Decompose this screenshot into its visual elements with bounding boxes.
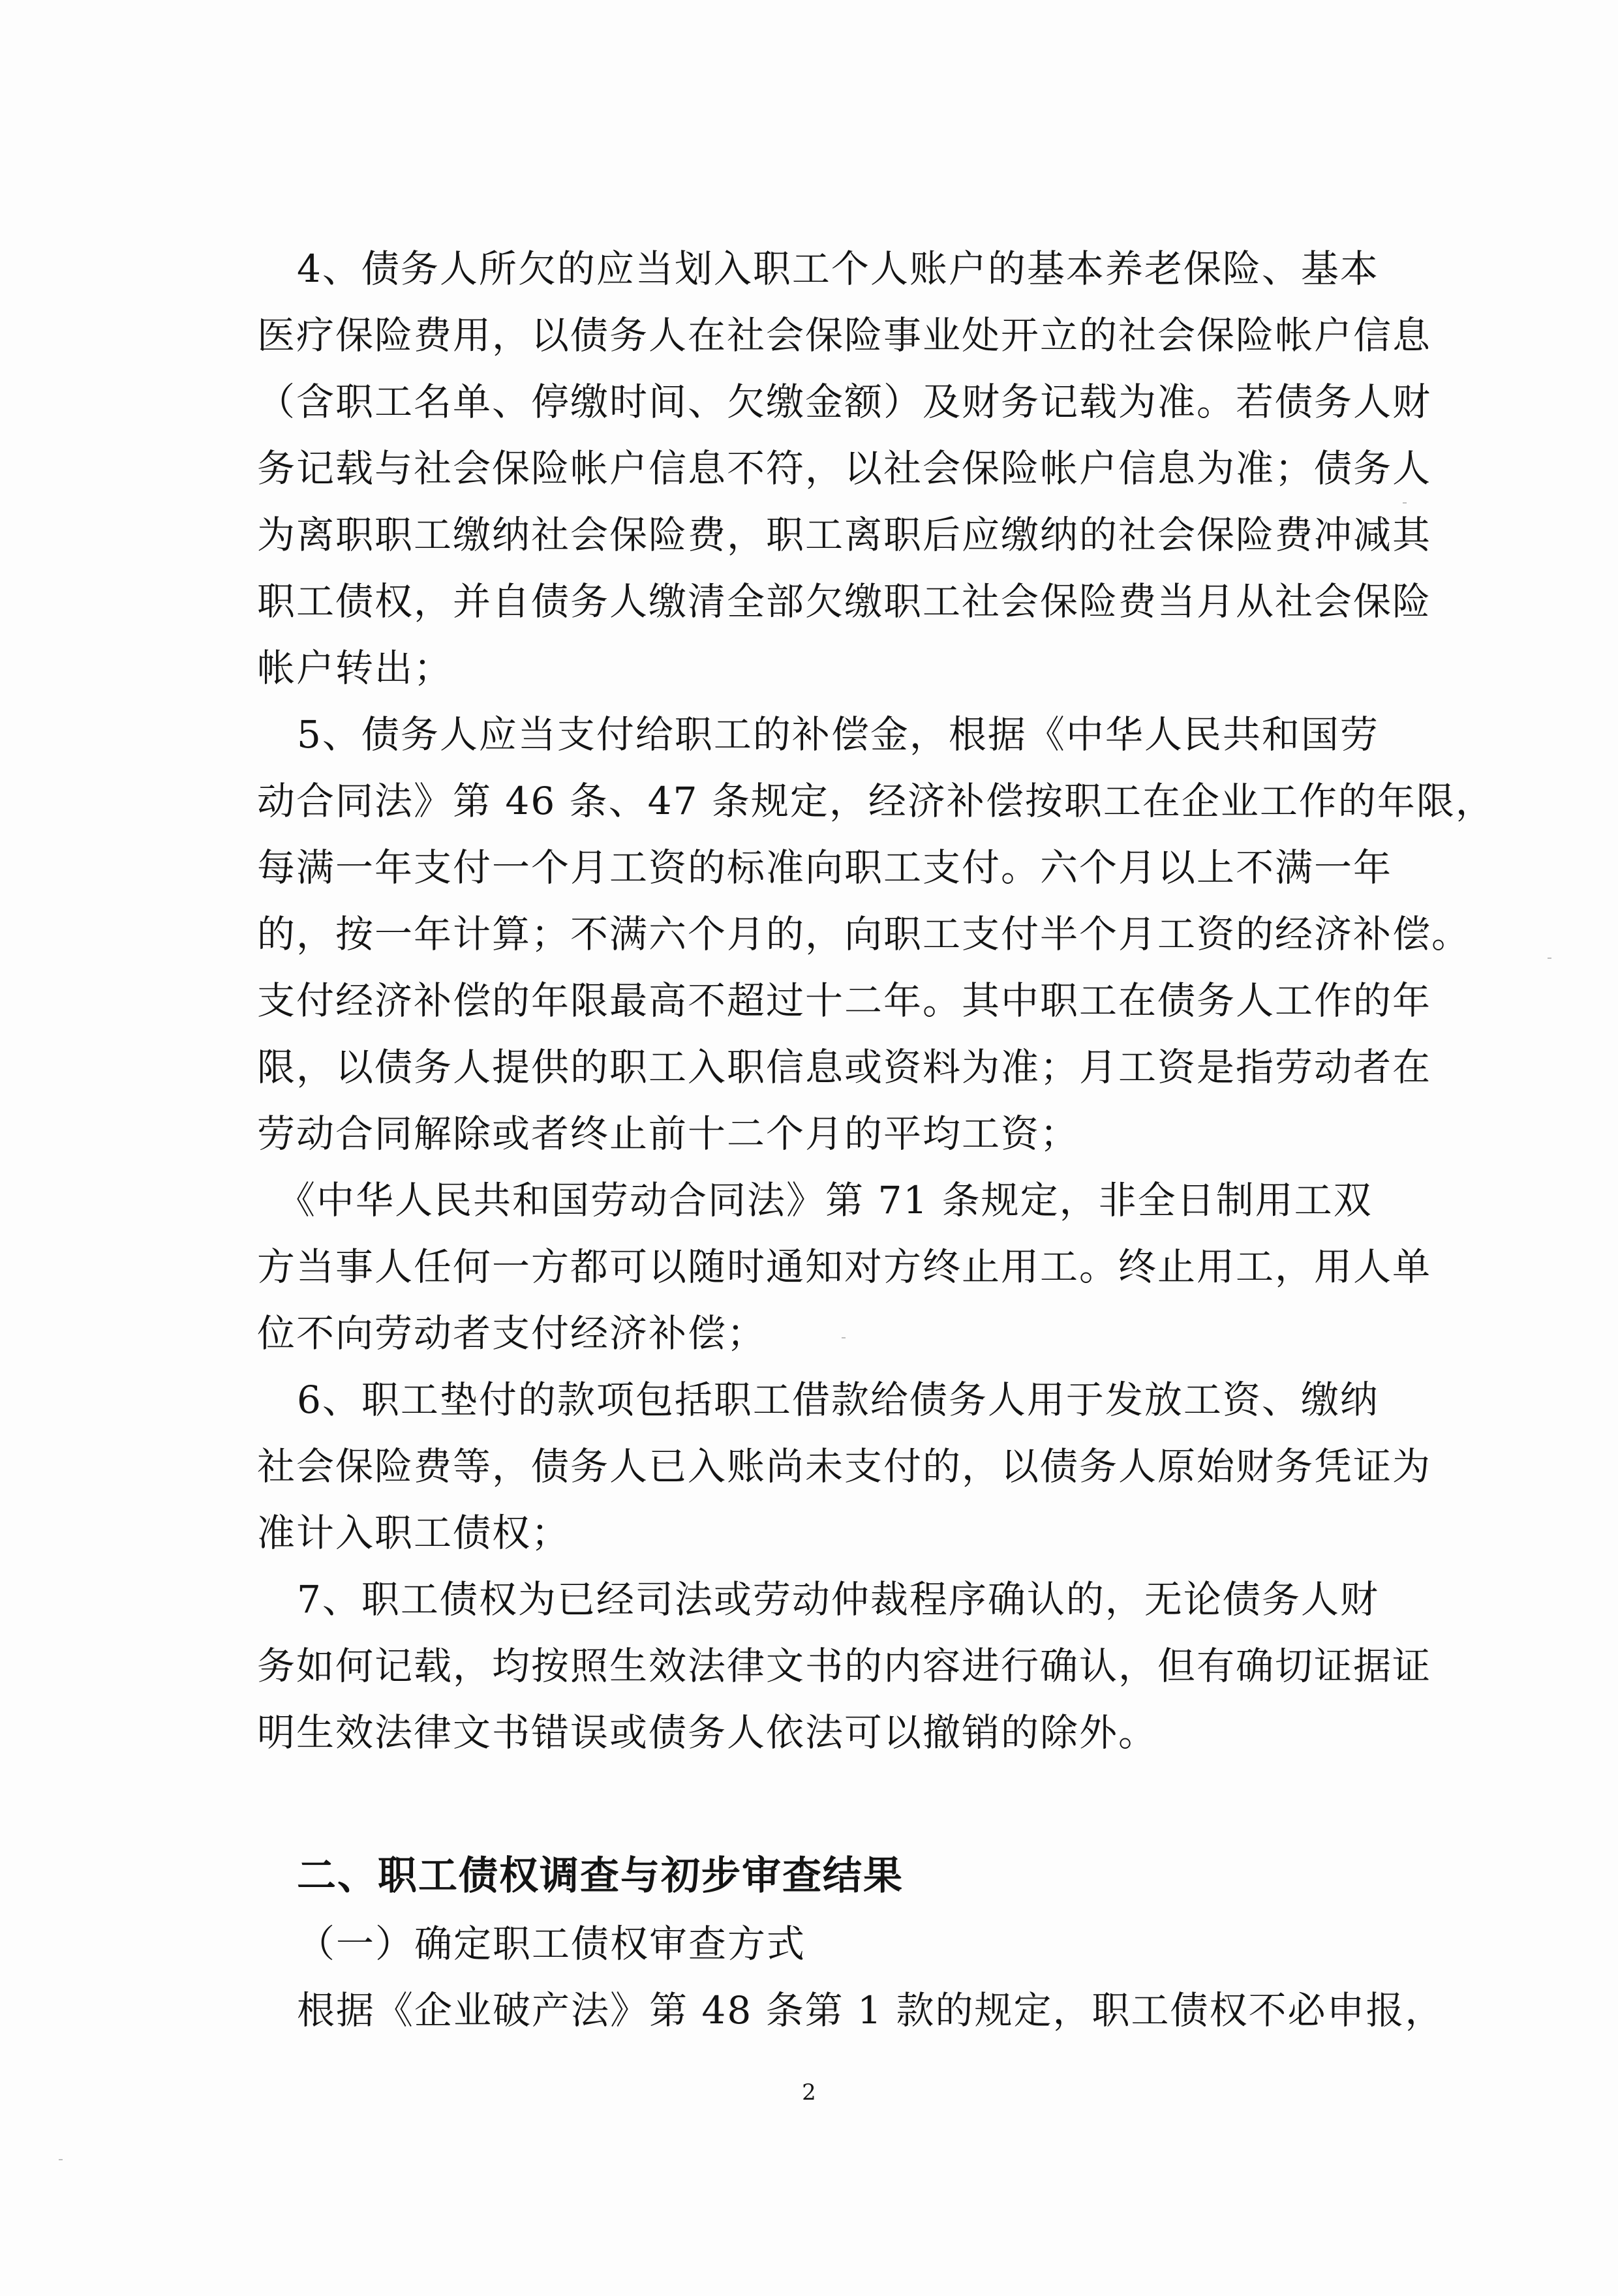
paragraph-4-line-1: 4、债务人所欠的应当划入职工个人账户的基本养老保险、基本 [297,247,1379,291]
scan-speck [1403,502,1407,504]
paragraph-5-line-7: 劳动合同解除或者终止前十二个月的平均工资； [257,1111,1080,1156]
scan-speck [842,1337,846,1338]
paragraph-4-line-3: （含职工名单、停缴时间、欠缴金额）及财务记载为准。若债务人财 [257,380,1432,424]
paragraph-7-line-1: 7、职工债权为已经司法或劳动仲裁程序确认的，无论债务人财 [297,1577,1379,1622]
paragraph-7-line-2: 务如何记载，均按照生效法律文书的内容进行确认，但有确切证据证 [257,1644,1432,1688]
paragraph-7-line-3: 明生效法律文书错误或债务人依法可以撤销的除外。 [257,1710,1158,1755]
scan-speck [59,2159,63,2160]
paragraph-6-line-3: 准计入职工债权； [257,1511,571,1555]
paragraph-4-line-2: 医疗保险费用，以债务人在社会保险事业处开立的社会保险帐户信息 [257,313,1432,357]
paragraph-5-line-6: 限，以债务人提供的职工入职信息或资料为准；月工资是指劳动者在 [257,1045,1432,1089]
paragraph-5-line-4: 的，按一年计算；不满六个月的，向职工支付半个月工资的经济补偿。 [257,912,1471,956]
paragraph-6-line-1: 6、职工垫付的款项包括职工借款给债务人用于发放工资、缴纳 [297,1378,1379,1422]
paragraph-5-line-5: 支付经济补偿的年限最高不超过十二年。其中职工在债务人工作的年 [257,978,1432,1023]
paragraph-4-line-7: 帐户转出； [257,646,453,690]
section-heading: 二、职工债权调查与初步审查结果 [297,1853,904,1899]
final-paragraph-line: 根据《企业破产法》第 48 条第 1 款的规定，职工债权不必申报， [297,1988,1444,2032]
paragraph-4-line-6: 职工债权，并自债务人缴清全部欠缴职工社会保险费当月从社会保险 [257,579,1432,624]
scan-speck [1548,958,1551,959]
paragraph-5-line-1: 5、债务人应当支付给职工的补偿金，根据《中华人民共和国劳 [297,712,1379,757]
labor-law-quote-line-3: 位不向劳动者支付经济补偿； [257,1311,767,1355]
paragraph-5-line-2: 动合同法》第 46 条、47 条规定，经济补偿按职工在企业工作的年限， [257,779,1495,823]
paragraph-6-line-2: 社会保险费等，债务人已入账尚未支付的，以债务人原始财务凭证为 [257,1444,1432,1488]
paragraph-4-line-4: 务记载与社会保险帐户信息不符，以社会保险帐户信息为准；债务人 [257,446,1432,491]
subsection-heading: （一）确定职工债权审查方式 [297,1922,806,1966]
paragraph-4-line-5: 为离职职工缴纳社会保险费，职工离职后应缴纳的社会保险费冲减其 [257,513,1432,557]
labor-law-quote-line-1: 《中华人民共和国劳动合同法》第 71 条规定，非全日制用工双 [277,1178,1373,1222]
labor-law-quote-line-2: 方当事人任何一方都可以随时通知对方终止用工。终止用工，用人单 [257,1245,1432,1289]
paragraph-5-line-3: 每满一年支付一个月工资的标准向职工支付。六个月以上不满一年 [257,845,1393,890]
page-number: 2 [802,2079,816,2106]
